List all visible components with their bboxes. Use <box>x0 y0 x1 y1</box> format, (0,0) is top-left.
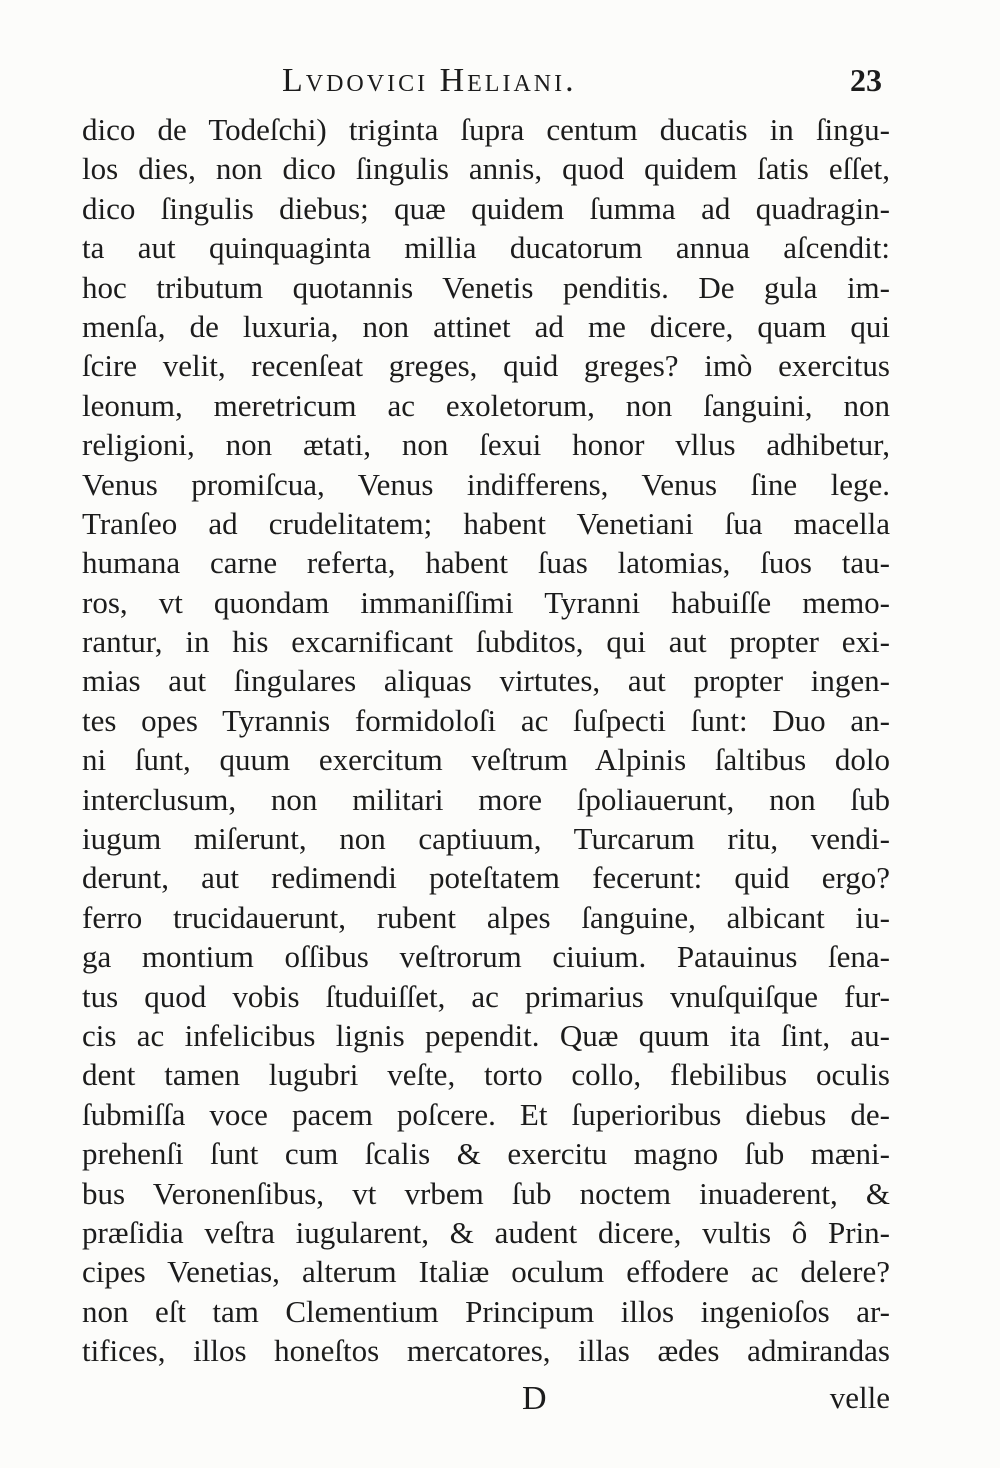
text-line: interclusum, non militari more ſpoliauerunt, non ſub <box>82 781 890 817</box>
text-line: bus Veronenſibus, vt vrbem ſub noctem inuaderent, & <box>82 1175 890 1211</box>
text-line: humana carne referta, habent ſuas latomias, ſuos tau- <box>82 545 890 581</box>
text-line: dico ſingulis diebus; quæ quidem ſumma ad quadragin- <box>82 190 890 226</box>
text-line: iugum miſerunt, non captiuum, Turcarum ritu, vendi- <box>82 821 890 857</box>
text-line: los dies, non dico ſingulis annis, quod quidem ſatis eſſet, <box>82 151 890 187</box>
text-line: non eſt tam Clementium Principum illos ingenioſos ar- <box>82 1293 890 1329</box>
text-line: hoc tributum quotannis Venetis penditis. De gula im- <box>82 269 890 305</box>
text-line: tes opes Tyrannis formidoloſi ac ſuſpecti ſunt: Duo an- <box>82 702 890 738</box>
text-line: religioni, non ætati, non ſexui honor vllus adhibetur, <box>82 427 890 463</box>
text-line: dent tamen lugubri veſte, torto collo, flebilibus oculis <box>82 1057 890 1093</box>
text-line: mias aut ſingulares aliquas virtutes, aut propter ingen- <box>82 663 890 699</box>
catchword: velle <box>829 1380 890 1415</box>
signature-mark: D <box>522 1380 547 1417</box>
page-footer <box>82 1380 890 1424</box>
text-line: ferro trucidauerunt, rubent alpes ſanguine, albicant iu- <box>82 899 890 935</box>
text-line: ga montium oſſibus veſtrorum ciuium. Patauinus ſena- <box>82 939 890 975</box>
page-number: 23 <box>850 62 882 98</box>
text-line: dico de Todeſchi) triginta ſupra centum ducatis in ſingu- <box>82 112 890 147</box>
text-line: derunt, aut redimendi poteſtatem fecerunt: quid ergo? <box>82 860 890 896</box>
text-line: ni ſunt, quum exercitum veſtrum Alpinis ſaltibus dolo <box>82 742 890 778</box>
text-line: ſcire velit, recenſeat greges, quid greges? imò exercitus <box>82 348 890 384</box>
text-line: menſa, de luxuria, non attinet ad me dicere, quam qui <box>82 308 890 344</box>
text-line: Tranſeo ad crudelitatem; habent Venetiani ſua macella <box>82 505 890 541</box>
text-line: rantur, in his excarnificant ſubditos, qui aut propter exi- <box>82 624 890 660</box>
text-line: Venus promiſcua, Venus indifferens, Venus ſine lege. <box>82 466 890 502</box>
text-line: cipes Venetias, alterum Italiæ oculum effodere ac delere? <box>82 1254 890 1290</box>
text-line: cis ac infelicibus lignis pependit. Quæ quum ita ſint, au- <box>82 1017 890 1053</box>
text-line: tifices, illos honeſtos mercatores, illas ædes admirandas <box>82 1333 890 1369</box>
page-header <box>282 62 882 106</box>
text-line: prehenſi ſunt cum ſcalis & exercitu magno ſub mæni- <box>82 1136 890 1172</box>
text-line: ſubmiſſa voce pacem poſcere. Et ſuperioribus diebus de- <box>82 1096 890 1132</box>
text-line: leonum, meretricum ac exoletorum, non ſanguini, non <box>82 387 890 423</box>
text-line: tus quod vobis ſtuduiſſet, ac primarius vnuſquiſque fur- <box>82 978 890 1014</box>
running-head: Lvdovici Heliani. <box>282 62 577 99</box>
text-line: præſidia veſtra iugularent, & audent dicere, vultis ô Prin- <box>82 1214 890 1250</box>
body-text <box>82 110 890 1371</box>
text-line: ros, vt quondam immaniſſimi Tyranni habuiſſe memo- <box>82 584 890 620</box>
text-line: ta aut quinquaginta millia ducatorum annua aſcendit: <box>82 230 890 266</box>
